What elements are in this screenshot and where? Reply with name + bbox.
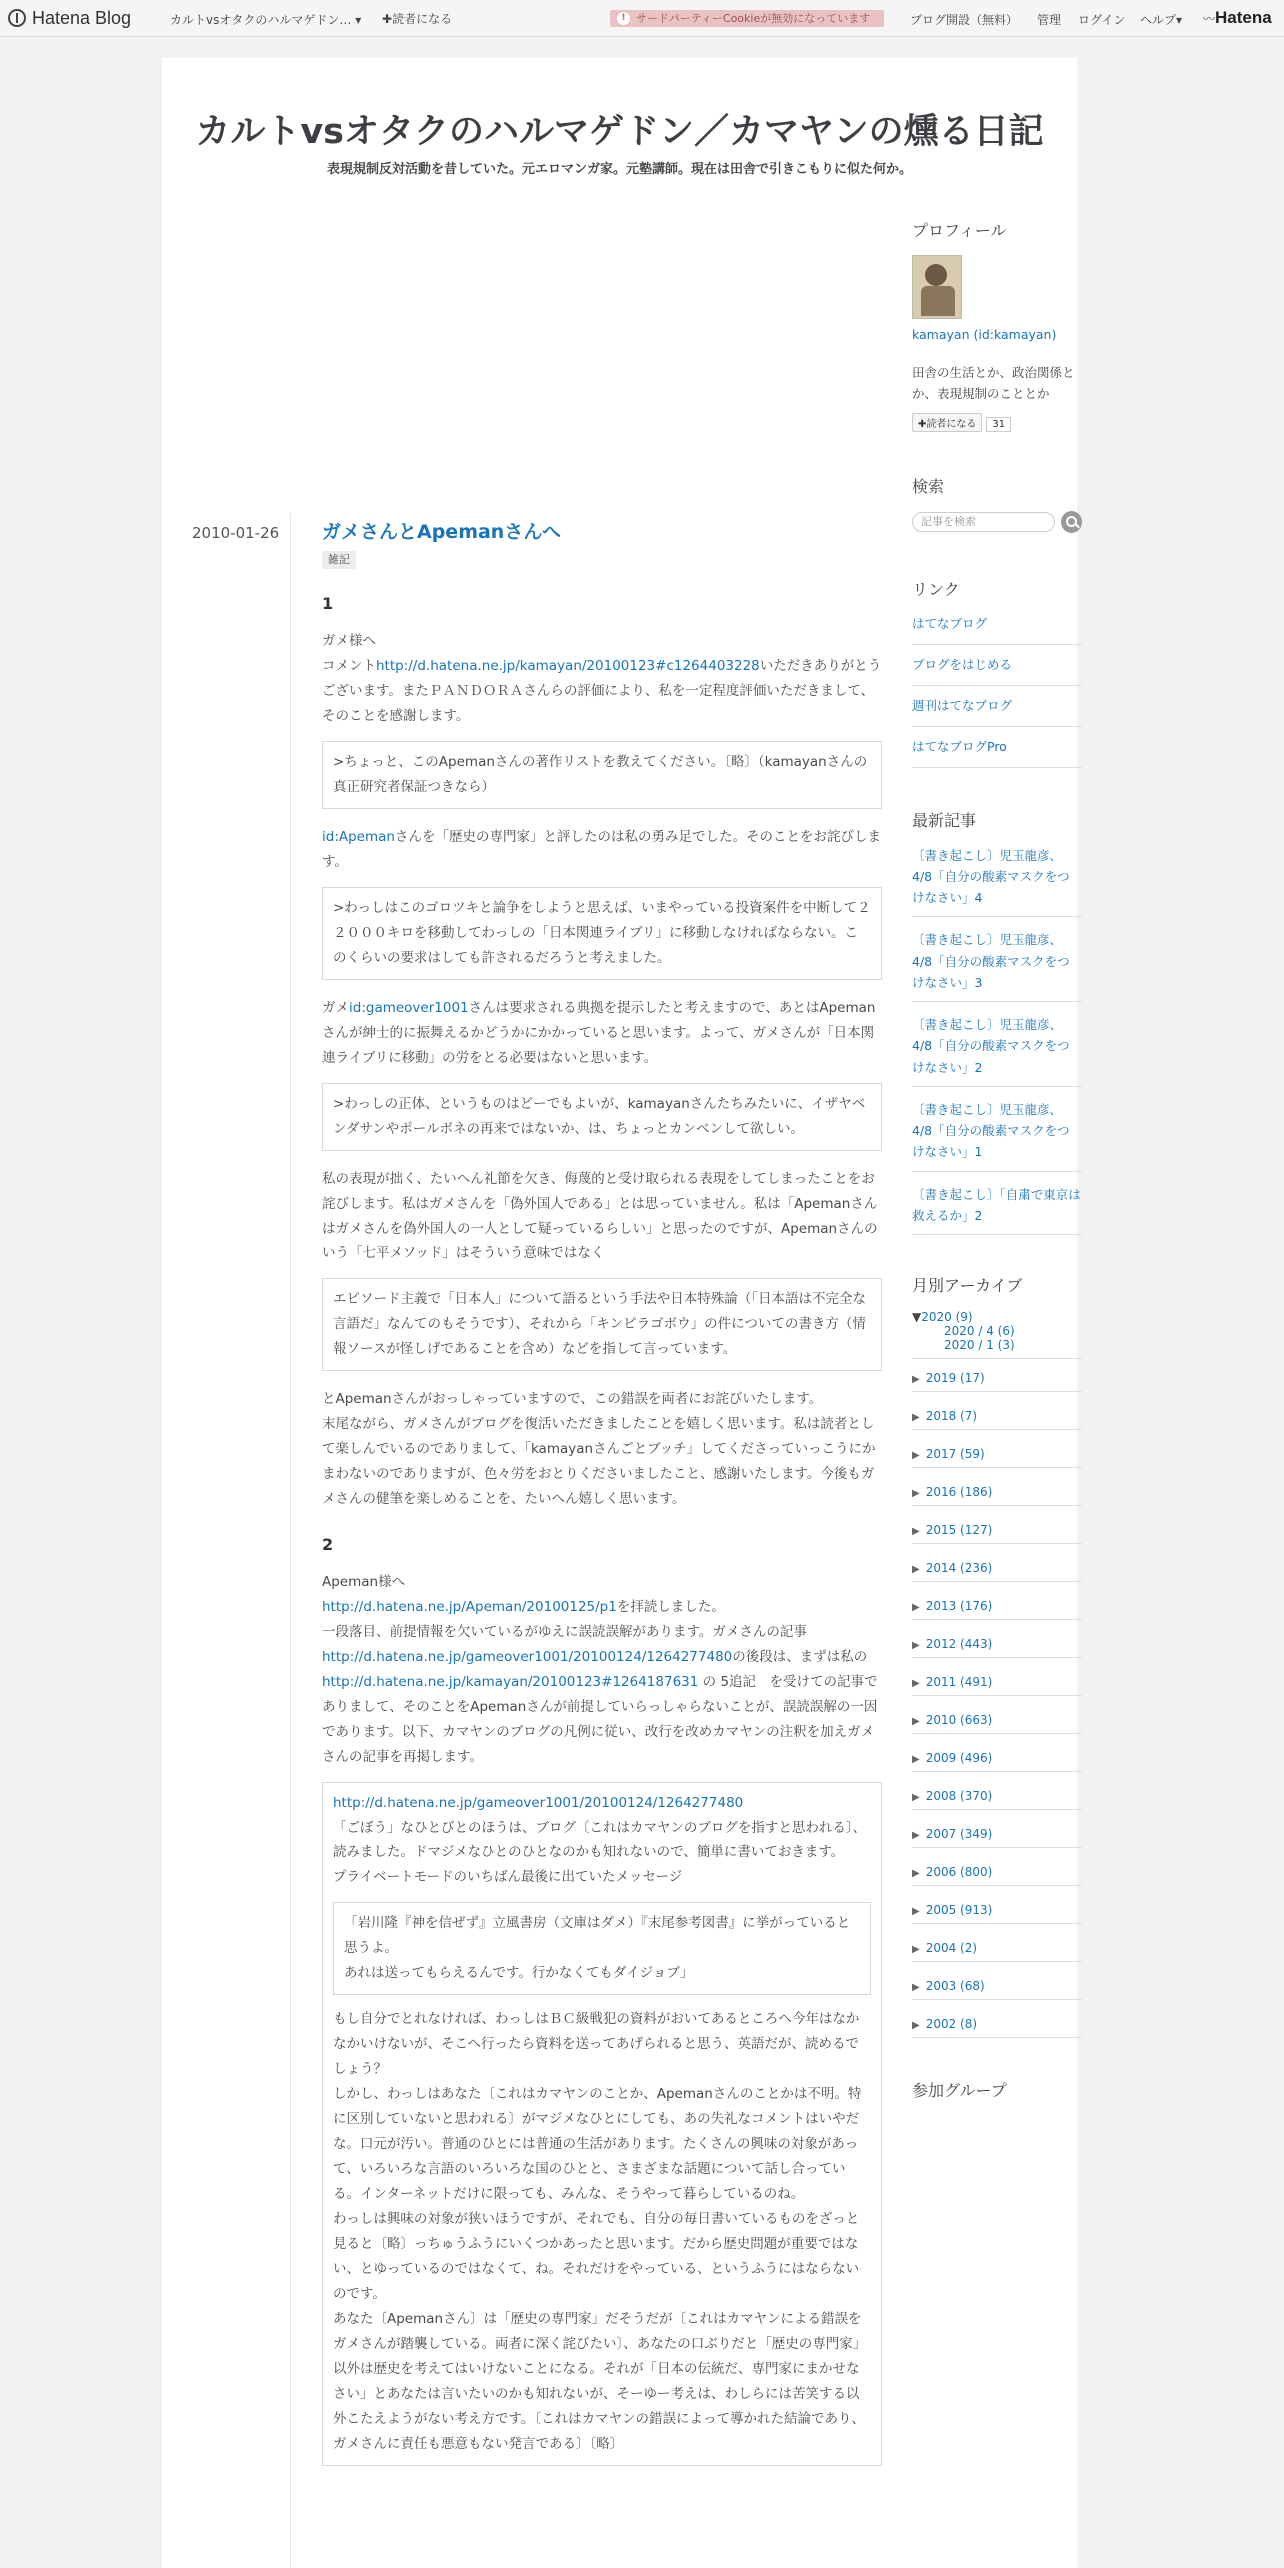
blog-name-menu-label: カルトvsオタクのハルマゲドン…	[170, 13, 352, 27]
subscribe-link-label: 読者になる	[392, 12, 453, 26]
paragraph-text: コメント	[322, 658, 376, 675]
archive-year[interactable]	[912, 1903, 1082, 1924]
archive-year[interactable]	[912, 1637, 1082, 1658]
archive-year[interactable]	[912, 1409, 1082, 1430]
links-heading: リンク	[912, 579, 960, 599]
archive-year-link[interactable]: 2012 (443)	[925, 1637, 993, 1651]
blog-name-menu[interactable]	[170, 11, 361, 28]
quote-paragraph: プライベートモードのいちばん最後に出ていたメッセージ	[333, 1869, 683, 1886]
archive-year-link[interactable]: 2015 (127)	[925, 1523, 993, 1537]
archive-year[interactable]	[912, 1865, 1082, 1886]
archive-year[interactable]	[912, 1599, 1082, 1620]
archive-month[interactable]: 2020 / 1 (3)	[944, 1338, 1015, 1352]
paragraph-text: さんは要求される典拠を提示したと考えますので、あとはApemanさんが紳士的に振舞えるかどうかにかかっていると思います。よって、ガメさんが「日本関連ライブリに移動」の労をとる必要はないと思います。	[322, 999, 876, 1066]
profile-heading: プロフィール	[912, 221, 1007, 240]
entry-title[interactable]: ガメさんとApemanさんへ	[322, 521, 561, 543]
link-weekly-hatena-blog[interactable]: 週刊はてなブログ	[912, 696, 1082, 727]
archive-year-link[interactable]: 2005 (913)	[925, 1903, 993, 1917]
archive-year-link[interactable]: 2011 (491)	[925, 1675, 993, 1689]
triangle-right-icon: ▶	[912, 1982, 920, 1993]
triangle-right-icon: ▶	[912, 1906, 920, 1917]
blockquote: >わっしはこのゴロツキと論争をしようと思えば、いまやっている投資案件を中断して２２０００キロを移動してわっしの「日本関連ライブリ」に移動しなければならない。このくらいの要求はしても許されるだろうと考えました。	[322, 887, 882, 980]
triangle-right-icon: ▶	[912, 2020, 920, 2031]
nav-help[interactable]	[1140, 11, 1182, 28]
paragraph-line: ガメ様へ	[322, 633, 376, 650]
archive-year-link[interactable]: 2013 (176)	[925, 1599, 993, 1613]
paragraph-text: の後段は、まずは私の	[732, 1648, 868, 1665]
triangle-right-icon: ▶	[912, 1640, 920, 1651]
triangle-right-icon: ▶	[912, 1450, 920, 1461]
gameover-article-link[interactable]: http://d.hatena.ne.jp/gameover1001/20100124/1264277480	[322, 1648, 733, 1665]
hatena-blog-logo-text: Hatena Blog	[32, 7, 132, 28]
archive-year-open[interactable]	[912, 1310, 1082, 1324]
archive-year-link[interactable]: 2017 (59)	[925, 1447, 985, 1461]
subscribe-button-label: 読者になる	[926, 418, 977, 430]
plus-icon: ✚	[382, 12, 393, 26]
warning-icon: !	[617, 12, 630, 25]
archive-year-link[interactable]: 2007 (349)	[925, 1827, 993, 1841]
section-heading-1: 1	[322, 594, 334, 614]
sidebar	[912, 218, 1082, 2115]
triangle-right-icon: ▶	[912, 1754, 920, 1765]
nav-create-blog[interactable]: ブログ開設（無料）	[910, 13, 1019, 27]
archive-year-link[interactable]: 2006 (800)	[925, 1865, 993, 1879]
triangle-right-icon: ▶	[912, 1564, 920, 1575]
blog-container	[162, 58, 1081, 2568]
hatena-blog-logo[interactable]	[8, 8, 131, 28]
hatena-blog-logo-icon	[8, 9, 26, 27]
subscriber-count[interactable]: 31	[986, 417, 1011, 432]
paragraph: とApemanさんがおっしゃっていますので、この錯誤を両者にお詫びいたします。	[322, 1391, 823, 1408]
entry-date[interactable]: 2010-01-26	[192, 524, 280, 542]
paragraph	[322, 1645, 882, 1670]
links-list	[912, 614, 1082, 768]
paragraph: Apeman様へ	[322, 1573, 406, 1590]
recent-entry[interactable]: 〔書き起こし〕児玉龍彦、4/8「自分の酸素マスクをつけなさい」4	[912, 845, 1082, 918]
quoted-article-link[interactable]: http://d.hatena.ne.jp/gameover1001/20100124/1264277480	[333, 1794, 744, 1811]
archive-year[interactable]	[912, 1979, 1082, 2000]
paragraph-text: ガメ	[322, 999, 349, 1016]
search-input[interactable]: 記事を検索	[912, 512, 1055, 532]
blog-title[interactable]: カルトvsオタクのハルマゲドン／カマヤンの燻る日記	[195, 112, 1044, 152]
triangle-right-icon: ▶	[912, 1526, 920, 1537]
archive-list	[912, 1310, 1082, 2038]
hatena-logo[interactable]	[1203, 8, 1272, 28]
entry	[322, 518, 882, 2482]
archive-year[interactable]	[912, 1751, 1082, 1772]
quote-paragraph: もし自分でとれなければ、わっしはＢＣ級戦犯の資料がおいてあるところへ今年はなかなかいけないが、そこへ行ったら資料を送ってあげられると思う、英語だが、読めるでしょう？	[333, 2011, 860, 2078]
user-link-apeman[interactable]: id:Apeman	[322, 828, 395, 845]
paragraph-text: の 5追記 を受けての記事でありまして、そのことをApemanさんが前提していらっしゃらないことが、誤読誤解の一因であります。以下、カマヤンのブログの凡例に従い、改行を改めカマヤンの注釈を加えガメさんの記事を再掲します。	[322, 1673, 878, 1765]
triangle-right-icon: ▶	[912, 1944, 920, 1955]
link-hatena-blog-pro[interactable]: はてなブログPro	[912, 737, 1082, 768]
date-divider	[290, 513, 291, 2568]
triangle-right-icon: ▶	[912, 1412, 920, 1423]
triangle-right-icon: ▶	[912, 1868, 920, 1879]
caret-down-icon: ▾	[355, 13, 362, 27]
nav-help-label: ヘルプ	[1140, 13, 1177, 27]
triangle-right-icon: ▶	[912, 1830, 920, 1841]
blockquote	[322, 1782, 882, 2466]
recent-entries-list	[912, 845, 1082, 1236]
archive-year-link[interactable]: 2014 (236)	[925, 1561, 993, 1575]
quote-paragraph: 「岩川隆『神を信ぜず』立風書房（文庫はダメ）『末尾参考図書』に挙がっていると思うよ。	[344, 1915, 851, 1957]
kamayan-article-link[interactable]: http://d.hatena.ne.jp/kamayan/20100123#1264187631	[322, 1673, 699, 1690]
recent-entry[interactable]: 〔書き起こし〕児玉龍彦、4/8「自分の酸素マスクをつけなさい」2	[912, 1014, 1082, 1087]
quote-paragraph: 「ごぼう」なひとびとのほうは、ブログ〔これはカマヤンのブログを指すと思われる〕、読みました。ドマジメなひとのひとなのかも知れないので、簡単に書いておきます。	[333, 1819, 867, 1861]
global-header	[0, 0, 1284, 37]
archive-year[interactable]	[912, 1789, 1082, 1810]
paragraph	[322, 825, 882, 875]
triangle-right-icon: ▶	[912, 1602, 920, 1613]
paragraph-text: さんを「歴史の専門家」と評したのは私の勇み足でした。そのことをお詫びします。	[322, 828, 881, 870]
paragraph: 末尾ながら、ガメさんがブログを復活いただきましたことを嬉しく思います。私は読者として楽しんでいるのでありまして、「kamayanさんごとブッチ」してくださっていっこうにかまわないのでありますが、色々労をおとりくださいましたこと、感謝いたします。今後もガメさんの健筆を楽しめることを、たいへん嬉しく思います。	[322, 1416, 876, 1508]
caret-down-icon: ▾	[1176, 13, 1183, 27]
quote-paragraph: しかし、わっしはあなた〔これはカマヤンのことか、Apemanさんのことかは不明。特に区別していないと思われる〕がマジメなひとにしても、あの失礼なコメントはいやだな。口元が汚い。普通のひとには普通の生活があります。たくさんの興味の対象があって、いろいろな言語のいろいろな国のひとと、さまざまな話題について話し合っている。インターネットだけに限っても、みんな、そうやって暮らしているのね。	[333, 2086, 862, 2203]
triangle-right-icon: ▶	[912, 1488, 920, 1499]
blockquote: >わっしの正体、というものはどーでもよいが、kamayanさんたちみたいに、イザヤベンダサンやポールボネの再来ではないか、は、ちょっとカンベンして欲しい。	[322, 1083, 882, 1151]
recent-entry[interactable]: 〔書き起こし〕「自粛で東京は救えるか」2	[912, 1184, 1082, 1236]
archive-year-link[interactable]: 2016 (186)	[925, 1485, 993, 1499]
blog-description: 表現規制反対活動を昔していた。元エロマンガ家。元塾講師。現在は田舎で引きこもりに似た何か。	[326, 162, 912, 177]
profile-bio: 田舎の生活とか、政治関係とか、表現規制のこととか	[912, 365, 1075, 402]
user-link-gameover1001[interactable]: id:gameover1001	[349, 999, 469, 1016]
cookie-notice-text: サードパーティーCookieが無効になっています	[636, 12, 871, 25]
archive-year-link[interactable]: 2020 (9)	[921, 1310, 973, 1324]
paragraph-text: いただきありがとうございます。またＰＡＮＤＯＲＡさんらの評価により、私を一定程度評価いただきまして、そのことを感謝します。	[322, 658, 882, 724]
search-heading: 検索	[912, 476, 945, 496]
entry-category[interactable]: 雑記	[322, 551, 356, 569]
triangle-right-icon: ▶	[912, 1716, 920, 1727]
apeman-article-link[interactable]: http://d.hatena.ne.jp/Apeman/20100125/p1	[322, 1598, 617, 1615]
archive-year[interactable]	[912, 1675, 1082, 1696]
quote-paragraph: あなた〔Apemanさん〕は「歴史の専門家」だそうだが〔これはカマヤンによる錯誤をガメさんが踏襲している。両者に深く詫びたい〕、あなたの口ぶりだと「歴史の専門家」以外は歴史を考えてはいけないことになる。それが「日本の伝統だ、専門家にまかせなさい」とあなたは言いたいのかも知れないが、そーゆー考えは、わしらには苦笑する以外こたえようがない考え方です。〔これはカマヤンの錯誤によって導かれた結論であり、ガメさんに責任も悪意もない発言である〕〔略〕	[333, 2310, 867, 2452]
search-form	[912, 511, 1082, 533]
archive-year[interactable]	[912, 1561, 1082, 1582]
nested-blockquote	[333, 1902, 871, 1995]
archive-year-link[interactable]: 2010 (663)	[925, 1713, 993, 1727]
archive-year[interactable]	[912, 1827, 1082, 1848]
nav-login[interactable]: ログイン	[1078, 13, 1126, 27]
nav-admin[interactable]: 管理	[1037, 13, 1062, 27]
archive-month[interactable]: 2020 / 4 (6)	[944, 1324, 1015, 1338]
triangle-right-icon: ▶	[912, 1374, 920, 1385]
blockquote: >ちょっと、このApemanさんの著作リストを教えてください。〔略〕（kamayanさんの真正研究者保証つきなら）	[322, 741, 882, 809]
paragraph: 一段落目、前提情報を欠いているがゆえに誤読誤解があります。ガメさんの記事	[322, 1623, 807, 1640]
avatar[interactable]	[912, 255, 962, 319]
cookie-notice[interactable]	[610, 10, 884, 27]
paragraph	[322, 629, 882, 729]
section-heading-2: 2	[322, 1535, 334, 1555]
quote-paragraph: あれは送ってもらえるんです。行かなくてもダイジョブ」	[344, 1965, 694, 1982]
archive-year-link[interactable]: 2003 (68)	[925, 1979, 985, 1993]
archive-year[interactable]	[912, 1371, 1082, 1392]
link-start-blog[interactable]: ブログをはじめる	[912, 655, 1082, 686]
triangle-right-icon: ▶	[912, 1678, 920, 1689]
recent-entry[interactable]: 〔書き起こし〕児玉龍彦、4/8「自分の酸素マスクをつけなさい」1	[912, 1099, 1082, 1172]
profile-name-link[interactable]: kamayan (id:kamayan)	[912, 327, 1057, 342]
paragraph	[322, 1595, 882, 1620]
blockquote: エピソード主義で「日本人」について語るという手法や日本特殊論（「日本語は不完全な言語だ」なんてのもそうです）、それから「キンピラゴボウ」の件についての書き方（情報ソースが怪しげであることを含め）などを指して言っています。	[322, 1278, 882, 1371]
link-hatena-blog[interactable]: はてなブログ	[912, 614, 1082, 645]
archive-year-link[interactable]: 2008 (370)	[925, 1789, 993, 1803]
paragraph	[322, 996, 882, 1071]
hatena-logo-text: Hatena	[1215, 8, 1272, 27]
paragraph-text: を拝読しました。	[616, 1598, 725, 1615]
quote-paragraph: わっしは興味の対象が狭いほうですが、それでも、自分の毎日書いているものをざっと見ると〔略〕っちゅうふうにいくつかあったと思います。だから歴史問題が重要ではない、とゆっているのではなくて、ね。それだけをやっている、というふうにはならないのです。	[333, 2211, 860, 2302]
archive-year-link[interactable]: 2004 (2)	[925, 1941, 978, 1955]
archive-year[interactable]	[912, 1713, 1082, 1734]
comment-link[interactable]: http://d.hatena.ne.jp/kamayan/20100123#c1264403228	[376, 658, 760, 675]
search-icon[interactable]	[1061, 511, 1082, 533]
paragraph	[322, 1670, 882, 1770]
archive-year-link[interactable]: 2009 (496)	[925, 1751, 993, 1765]
subscribe-button[interactable]	[912, 413, 982, 432]
archive-year-link[interactable]: 2018 (7)	[925, 1409, 978, 1423]
archive-year-link[interactable]: 2019 (17)	[925, 1371, 985, 1385]
triangle-down-icon: ▼	[912, 1310, 922, 1324]
archive-year[interactable]	[912, 2017, 1082, 2038]
recent-entries-heading: 最新記事	[912, 810, 977, 830]
recent-entry[interactable]: 〔書き起こし〕児玉龍彦、4/8「自分の酸素マスクをつけなさい」3	[912, 929, 1082, 1002]
subscribe-link[interactable]	[382, 10, 452, 27]
groups-heading: 参加グループ	[912, 2081, 1007, 2100]
archive-heading: 月別アーカイブ	[912, 1276, 1023, 1295]
archive-year[interactable]	[912, 1941, 1082, 1962]
archive-year[interactable]	[912, 1447, 1082, 1468]
plus-icon: ✚	[918, 418, 927, 430]
archive-year[interactable]	[912, 1523, 1082, 1544]
triangle-right-icon: ▶	[912, 1792, 920, 1803]
archive-year[interactable]	[912, 1485, 1082, 1506]
archive-year-link[interactable]: 2002 (8)	[925, 2017, 978, 2031]
paragraph: 私の表現が拙く、たいへん礼節を欠き、侮蔑的と受け取られる表現をしてしまったことをお詫びします。私はガメさんを「偽外国人である」とは思っていません。私は「Apemanさんはガメさんを偽外国人の一人として疑っているらしい」と思ったのですが、Apemanさんのいう「七平メソッド」はそういう意味ではなく	[322, 1170, 878, 1262]
hatena-mark-icon: 〰	[1203, 12, 1216, 26]
